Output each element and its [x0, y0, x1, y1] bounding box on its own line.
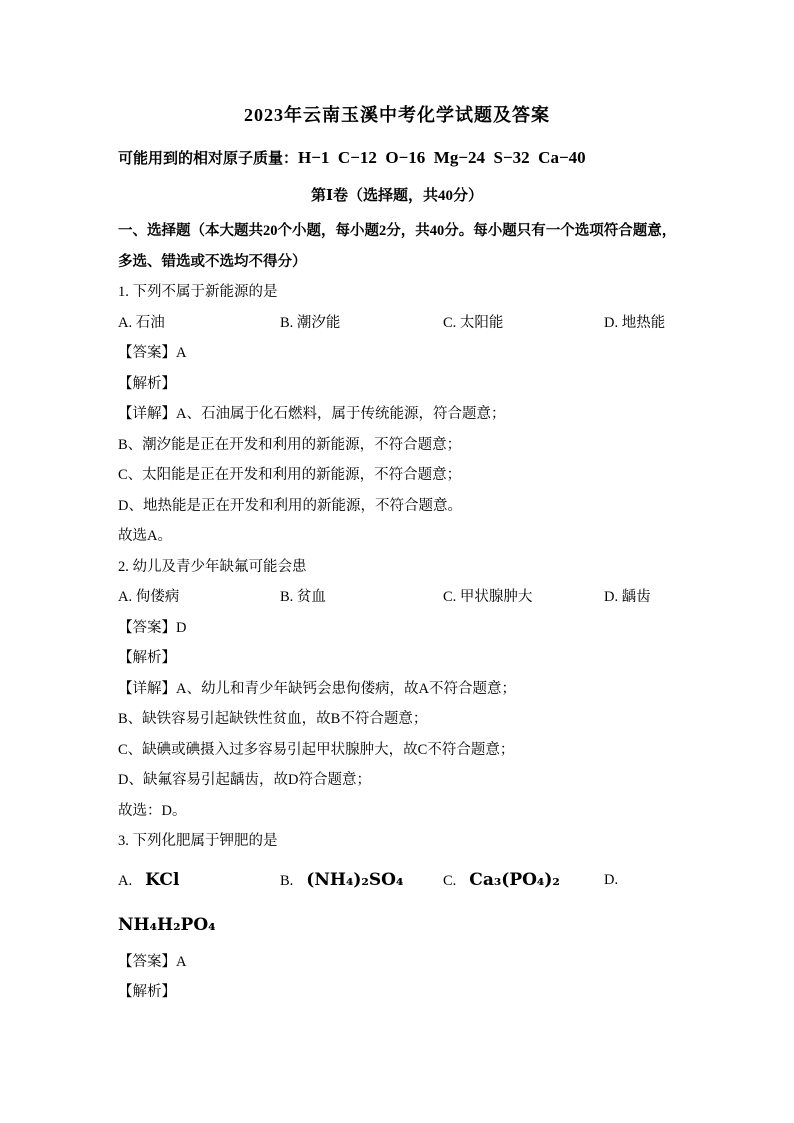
question-1-option-d: D. 地热能 [604, 314, 666, 331]
question-1-detail-b: B、潮汐能是正在开发和利用的新能源，不符合题意； [118, 436, 462, 453]
question-3-option-d-label: D. [604, 871, 619, 888]
question-1-detail-d: D、地热能是正在开发和利用的新能源，不符合题意。 [118, 497, 462, 514]
question-2-answer: 【答案】D [118, 619, 187, 636]
question-2-detail-d: D、缺氟容易引起龋齿，故D符合题意； [118, 772, 371, 788]
question-3-answer: 【答案】A [118, 953, 187, 970]
question-1-answer: 【答案】A [118, 345, 187, 361]
question-3-option-d [604, 857, 676, 904]
question-3-text: 3. 下列化肥属于钾肥的是 [118, 833, 278, 849]
question-2-detail-a: 【详解】A、幼儿和青少年缺钙会患佝偻病，故A不符合题意； [118, 680, 516, 697]
question-1-conclusion: 故选A。 [118, 528, 172, 544]
question-2-detail-c: C、缺碘或碘摄入过多容易引起甲状腺肿大，故C不符合题意； [118, 741, 515, 758]
atomic-mass-line [118, 145, 676, 172]
question-2-detail-b: B、缺铁容易引起缺铁性贫血，故B不符合题意； [118, 711, 428, 727]
question-1-option-a: A. 石油 [118, 314, 165, 331]
question-3 [118, 826, 676, 1008]
section-intro-line-2: 多选、错选或不选均不得分） [118, 253, 307, 270]
question-2-option-c: C. 甲状腺肿大 [443, 589, 533, 605]
question-3-option-c-label: C. [443, 872, 457, 889]
question-2-option-b: B. 贫血 [280, 589, 326, 605]
question-2-analysis-label: 【解析】 [118, 650, 176, 666]
question-3-option-d-formula-line [118, 903, 676, 947]
question-1-options [118, 308, 676, 339]
question-2-options [118, 582, 676, 613]
question-3-option-b-label: B. [280, 872, 294, 889]
question-2-conclusion: 故选：D。 [118, 802, 187, 819]
question-2-option-d: D. 龋齿 [604, 589, 651, 605]
question-3-analysis-label: 【解析】 [118, 984, 176, 1000]
document-title: 2023年云南玉溪中考化学试题及答案 [244, 105, 550, 125]
question-1-option-b: B. 潮汐能 [280, 314, 341, 331]
volume-header: 第Ⅰ卷（选择题，共40分） [310, 188, 484, 204]
question-3-option-d-formula: NH₄H₂PO₄ [118, 914, 216, 935]
question-3-options [118, 857, 676, 903]
question-3-option-a-label: A. [118, 872, 133, 889]
question-3-option-c [443, 857, 604, 904]
question-2-option-a: A. 佝偻病 [118, 589, 180, 605]
question-3-option-b [280, 857, 443, 904]
question-2 [118, 552, 676, 827]
question-1-analysis-label: 【解析】 [118, 375, 176, 392]
question-3-option-c-formula: Ca₃(PO₄)₂ [469, 869, 560, 890]
question-3-option-a-formula: KCl [145, 869, 180, 890]
question-1 [118, 277, 676, 552]
section-intro-line-1: 一、选择题（本大题共20个小题，每小题2分，共40分。每小题只有一个选项符合题意， [118, 223, 677, 239]
question-1-text: 1. 下列不属于新能源的是 [118, 284, 278, 300]
question-1-option-c: C. 太阳能 [443, 314, 504, 331]
atomic-mass-values: H−1 C−12 O−16 Mg−24 S−32 Ca−40 [298, 148, 586, 167]
question-1-detail-a: 【详解】A、石油属于化石燃料，属于传统能源，符合题意； [118, 406, 506, 422]
document-body [118, 216, 676, 1008]
question-3-option-a [118, 857, 280, 904]
question-2-text: 2. 幼儿及青少年缺氟可能会患 [118, 558, 307, 575]
atomic-mass-label: 可能用到的相对原子质量： [118, 151, 299, 167]
question-3-option-b-formula: (NH₄)₂SO₄ [306, 869, 404, 890]
question-1-detail-c: C、太阳能是正在开发和利用的新能源，不符合题意； [118, 467, 462, 483]
